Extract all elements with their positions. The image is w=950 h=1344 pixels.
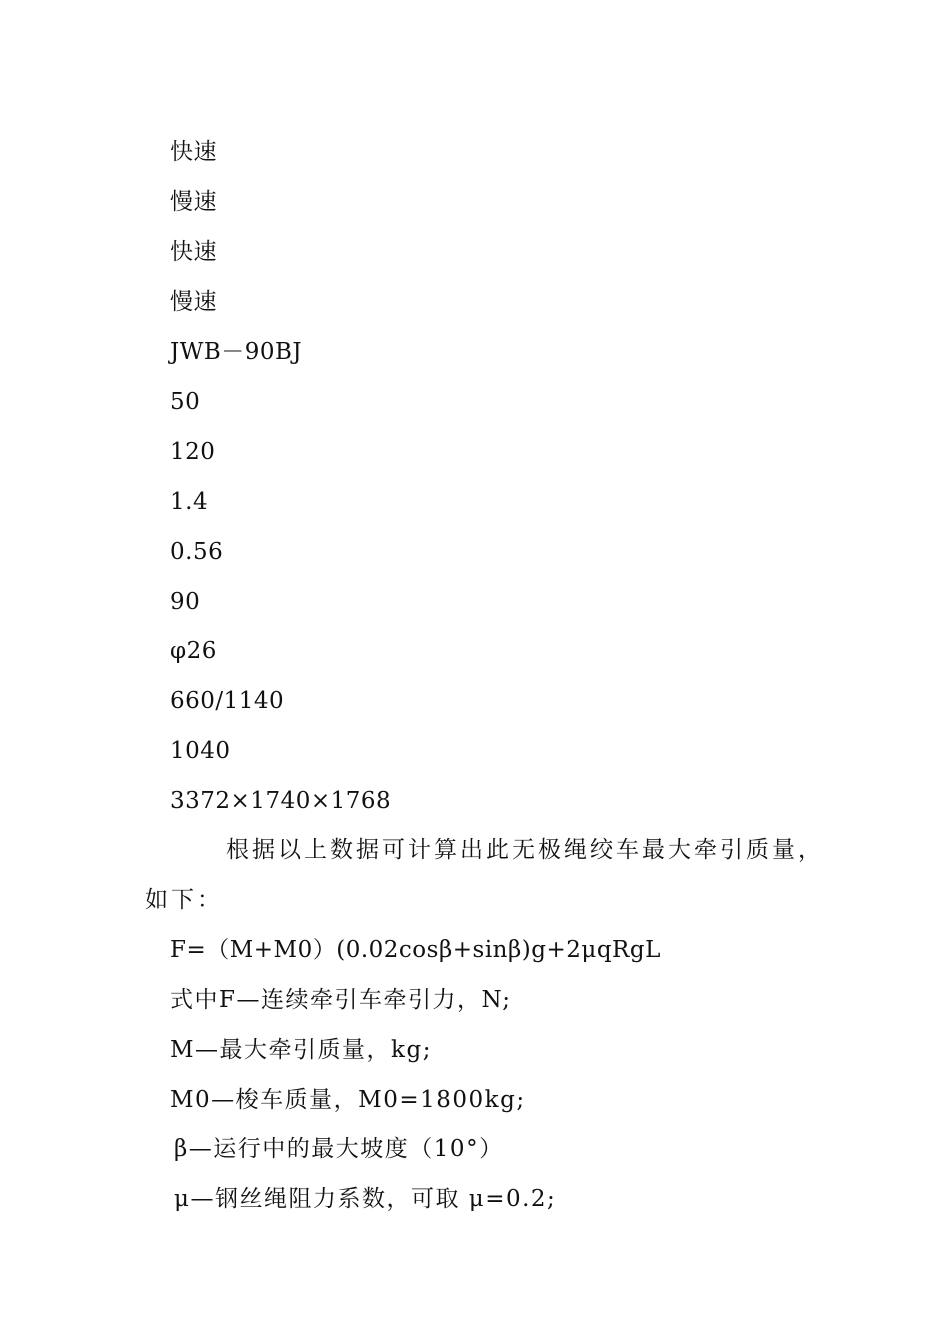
spec-line: 0.56	[170, 539, 224, 565]
formula: F=（M+M0）(0.02cosβ+sinβ)g+2μqRgL	[170, 937, 661, 963]
spec-line: 慢速	[170, 189, 217, 215]
spec-line: JWB－90BJ	[170, 339, 303, 365]
spec-line: 660/1140	[170, 688, 285, 714]
spec-line: 1.4	[170, 489, 209, 515]
spec-line: 3372×1740×1768	[170, 788, 392, 814]
paragraph-line: 根据以上数据可计算出此无极绳绞车最大牵引质量，	[226, 837, 824, 863]
spec-line: 50	[170, 389, 201, 415]
spec-line: 快速	[170, 239, 217, 265]
definition-line: μ—钢丝绳阻力系数，可取 μ=0.2;	[174, 1186, 557, 1212]
paragraph-line: 如下：	[145, 887, 223, 913]
spec-line: 快速	[170, 139, 217, 165]
definition-line: M—最大牵引质量，kg;	[170, 1037, 432, 1063]
definition-line: M0—梭车质量，M0=1800kg;	[170, 1087, 526, 1113]
spec-line: 90	[170, 589, 201, 615]
spec-line: 1040	[170, 738, 231, 764]
definition-line: 式中F—连续牵引车牵引力，N;	[170, 987, 512, 1013]
spec-line: 慢速	[170, 289, 217, 315]
spec-line: 120	[170, 439, 216, 465]
definition-line: β—运行中的最大坡度（10°）	[174, 1136, 504, 1162]
spec-line: φ26	[170, 638, 217, 664]
